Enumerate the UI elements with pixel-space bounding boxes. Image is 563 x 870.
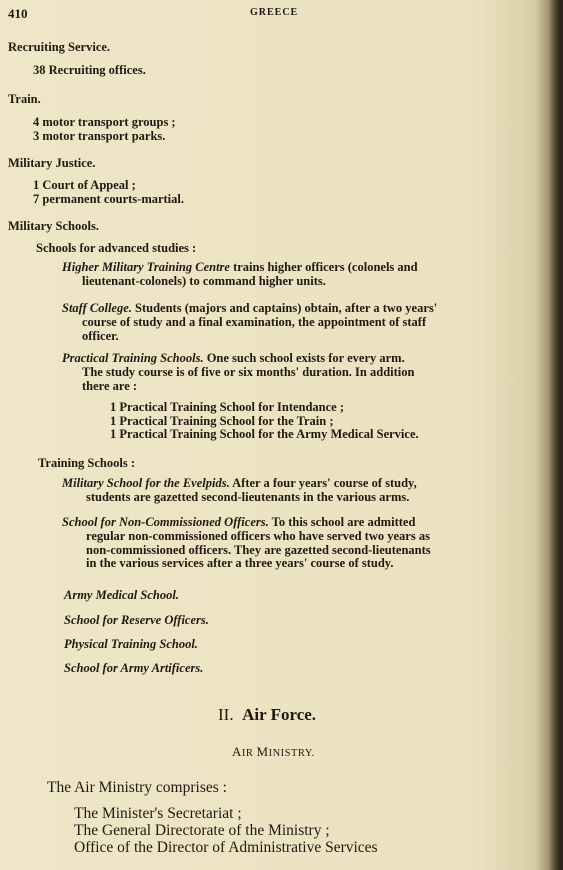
paragraph-line: Higher Military Training Centre trains higher officers (colonels and [62,260,418,274]
school-title: Physical Training School. [64,637,198,651]
paragraph-line: students are gazetted second-lieutenants in the various arms. [86,490,410,504]
book-spine-shadow [549,0,563,870]
paragraph-line: regular non-commissioned officers who have served two years as [86,529,430,543]
list-item: 38 Recruiting offices. [33,63,146,77]
subsection-heading: Schools for advanced studies : [36,241,197,255]
intro-line: The Air Ministry comprises : [47,779,227,796]
list-item: Office of the Director of Administrative Services [74,839,378,856]
paragraph-line: Practical Training Schools. One such school exists for every arm. [62,351,405,365]
page-number: 410 [8,6,28,21]
section-heading: Train. [8,92,41,106]
list-item: The General Directorate of the Ministry ; [74,822,330,839]
list-item: 3 motor transport parks. [33,129,166,143]
list-item: The Minister's Secretariat ; [74,805,242,822]
paragraph-line: non-commissioned officers. They are gazetted second-lieutenants [86,543,431,557]
list-item: 4 motor transport groups ; [33,115,176,129]
list-item: 1 Practical Training School for the Train ; [110,414,334,428]
running-head: GREECE [250,7,299,18]
list-item: 1 Practical Training School for the Army Medical Service. [110,427,419,441]
paragraph-line: there are : [82,379,138,393]
paragraph-line: lieutenant-colonels) to command higher units. [82,274,326,288]
paragraph-line: School for Non-Commissioned Officers. To this school are admitted [62,515,416,529]
paragraph-line: officer. [82,329,119,343]
paragraph-line: Military School for the Evelpids. After a four years' course of study, [62,476,417,490]
section-heading: Military Justice. [8,156,96,170]
subsection-heading: Training Schools : [38,456,136,470]
school-title: School for Reserve Officers. [64,613,209,627]
ministry-heading: AIR MINISTRY. [232,744,315,759]
paragraph-line: Staff College. Students (majors and captains) obtain, after a two years' [62,301,438,315]
section-heading: Recruiting Service. [8,40,111,54]
list-item: 1 Court of Appeal ; [33,178,136,192]
school-title: School for Army Artificers. [64,661,204,675]
paragraph-line: The study course is of five or six months' duration. In addition [82,365,415,379]
paragraph-line: in the various services after a three years' course of study. [86,556,394,570]
part-heading: II. Air Force. [218,705,317,724]
list-item: 1 Practical Training School for Intendance ; [110,400,345,414]
section-heading: Military Schools. [8,219,99,233]
list-item: 7 permanent courts-martial. [33,192,185,206]
paragraph-line: course of study and a final examination, the appointment of staff [82,315,427,329]
school-title: Army Medical School. [64,588,179,602]
